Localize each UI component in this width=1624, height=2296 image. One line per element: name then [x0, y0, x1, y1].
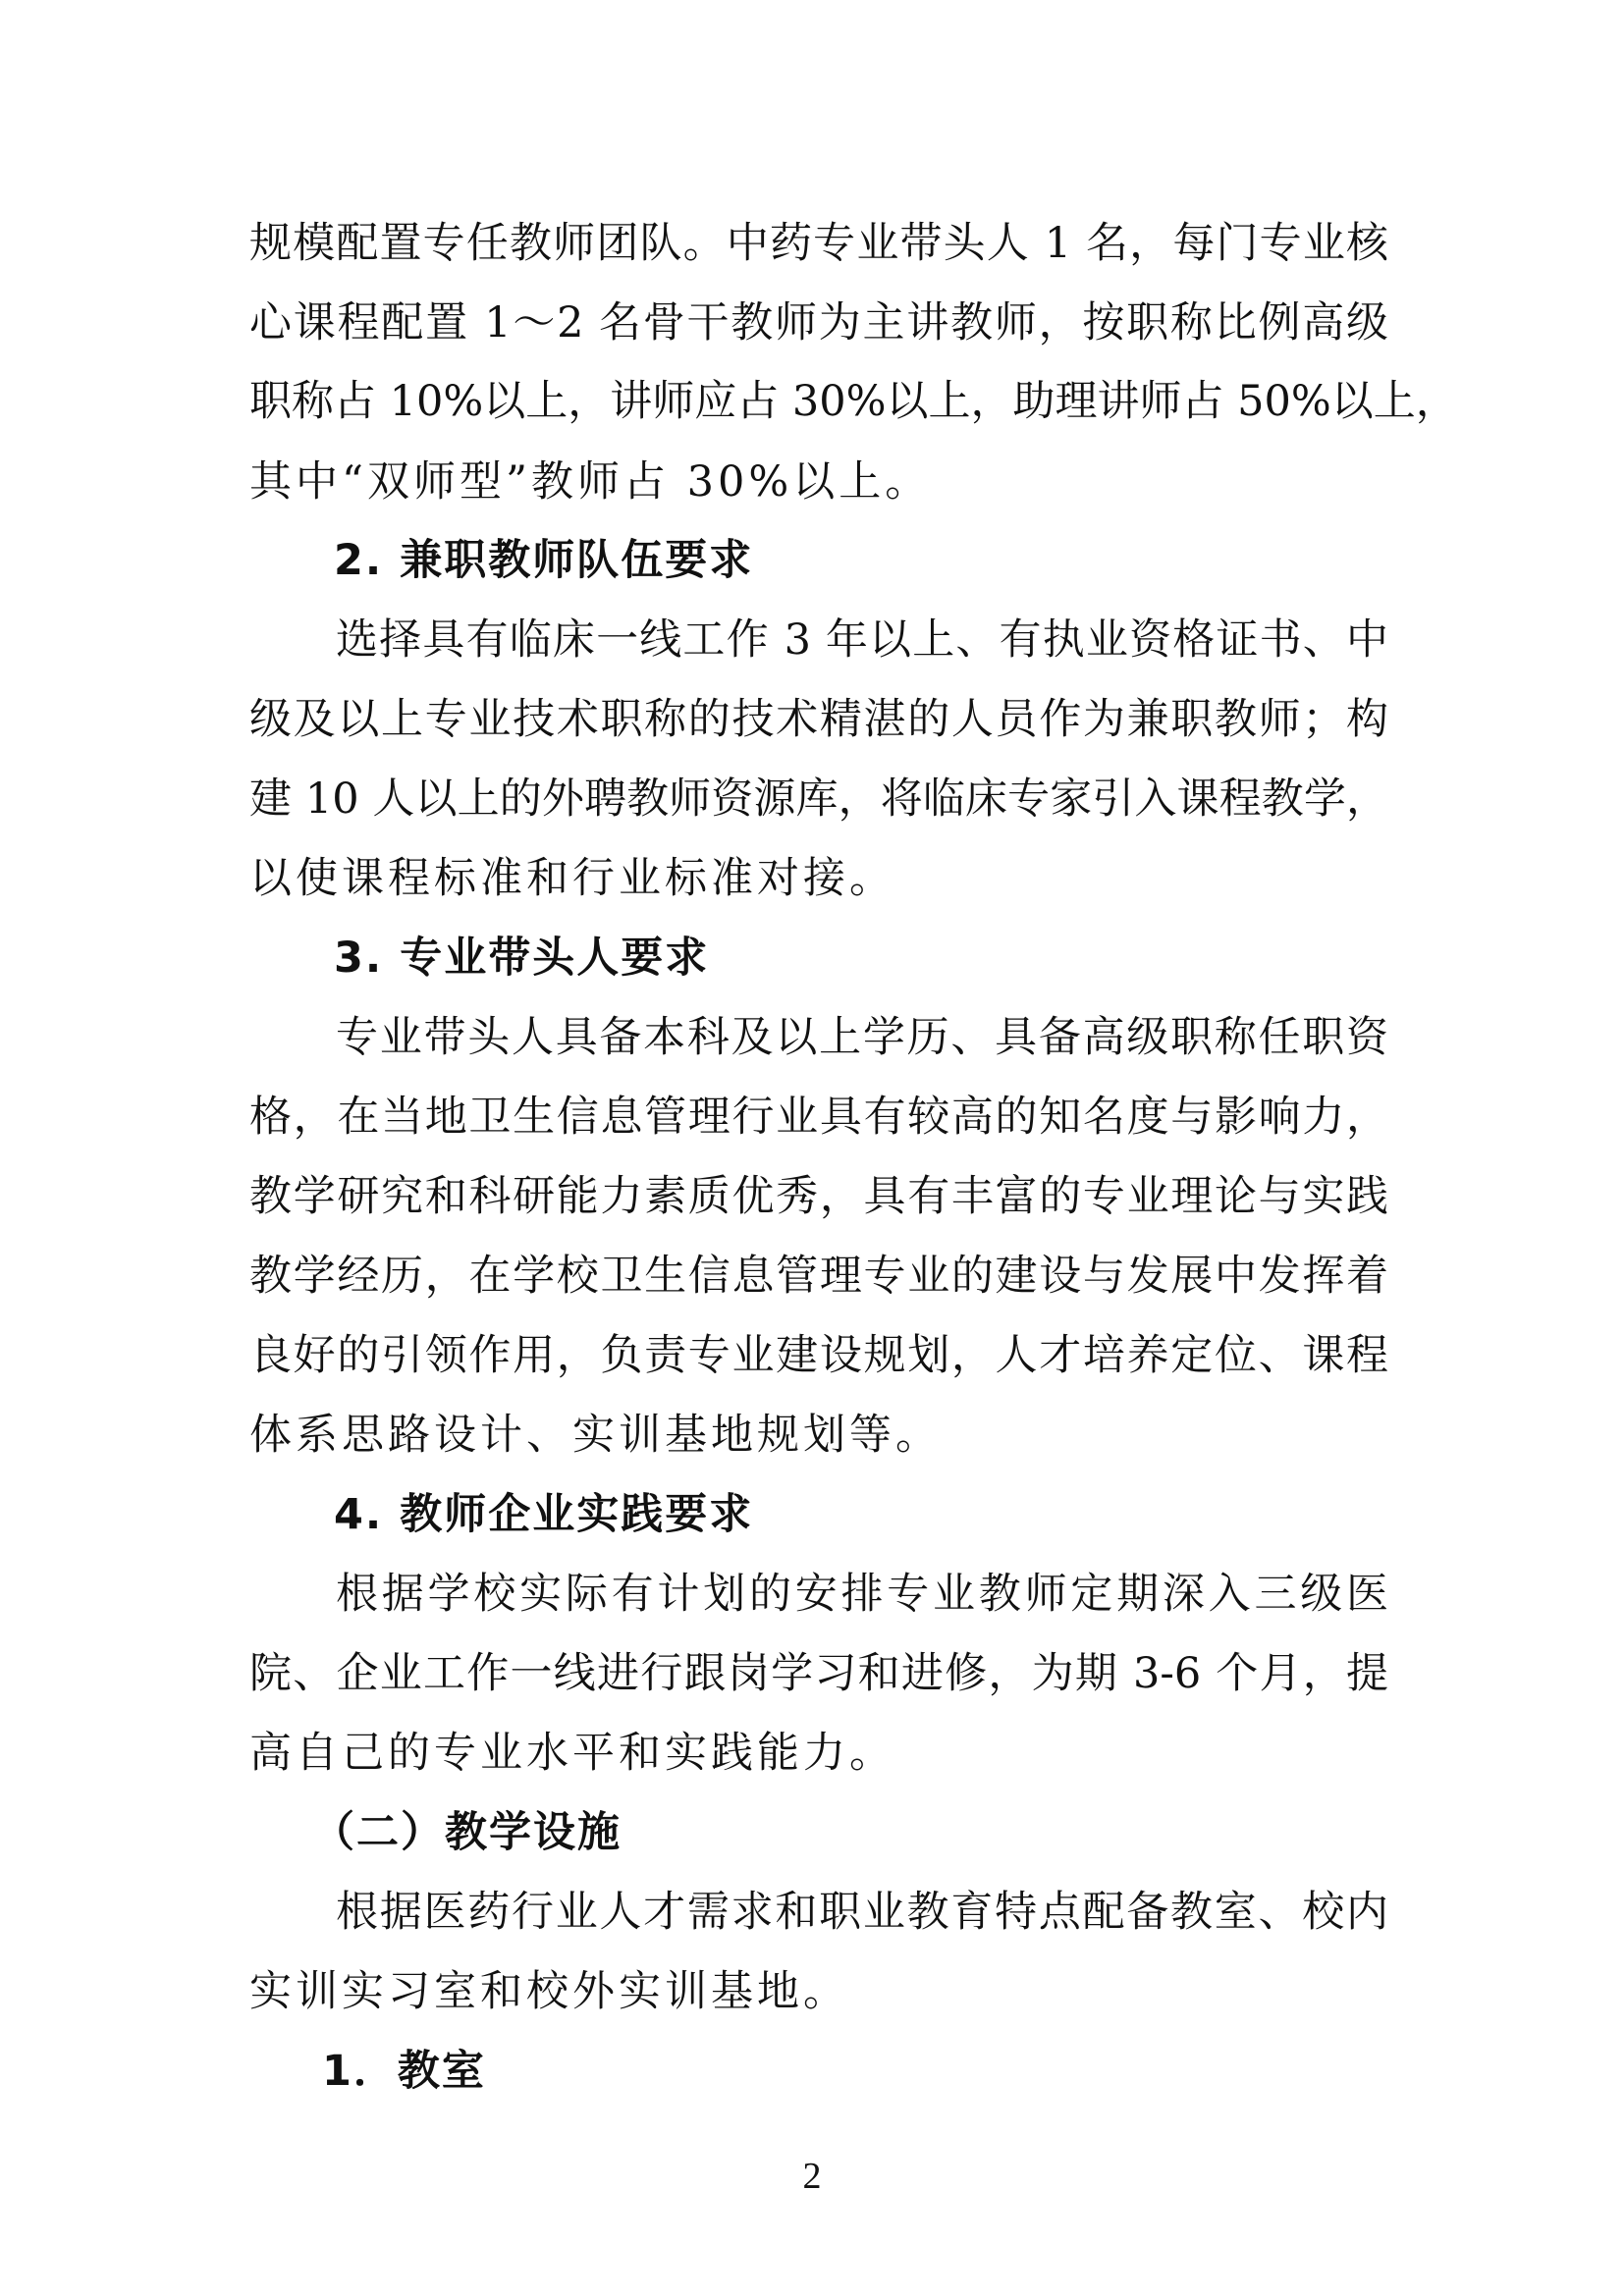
body-text-line: 良好的引领作用，负责专业建设规划，人才培养定位、课程 — [249, 1331, 1388, 1380]
section-heading: 1．教室 — [322, 2047, 486, 2096]
section-heading: （二）教学设施 — [312, 1808, 622, 1857]
body-text-line: 选择具有临床一线工作 3 年以上、有执业资格证书、中 — [336, 615, 1388, 665]
body-text-line: 心课程配置 1～2 名骨干教师为主讲教师，按职称比例高级 — [249, 298, 1388, 347]
body-text-line: 根据医药行业人才需求和职业教育特点配备教室、校内 — [336, 1888, 1388, 1937]
section-heading: 4. 教师企业实践要求 — [334, 1490, 754, 1539]
body-text-line: 以使课程标准和行业标准对接。 — [249, 854, 895, 903]
body-text-line: 其中“双师型”教师占 30%以上。 — [249, 457, 932, 507]
section-heading: 3. 专业带头人要求 — [334, 934, 710, 983]
body-text-line: 格，在当地卫生信息管理行业具有较高的知名度与影响力， — [249, 1093, 1388, 1142]
body-text-line: 专业带头人具备本科及以上学历、具备高级职称任职资 — [336, 1013, 1388, 1062]
section-heading: 2. 兼职教师队伍要求 — [334, 536, 754, 585]
body-text-line: 院、企业工作一线进行跟岗学习和进修，为期 3-6 个月，提 — [249, 1649, 1388, 1698]
body-text-line: 教学研究和科研能力素质优秀，具有丰富的专业理论与实践 — [249, 1172, 1388, 1221]
page-number: 2 — [802, 2156, 822, 2197]
body-text-line: 体系思路设计、实训基地规划等。 — [249, 1411, 942, 1460]
body-text-line: 教学经历，在学校卫生信息管理专业的建设与发展中发挥着 — [249, 1252, 1388, 1301]
body-text-line: 级及以上专业技术职称的技术精湛的人员作为兼职教师；构 — [249, 695, 1388, 744]
body-text-line: 规模配置专任教师团队。中药专业带头人 1 名，每门专业核 — [249, 219, 1388, 268]
body-text-line: 高自己的专业水平和实践能力。 — [249, 1729, 895, 1778]
body-text-line: 建 10 人以上的外聘教师资源库，将临床专家引入课程教学， — [249, 774, 1388, 824]
body-text-line: 根据学校实际有计划的安排专业教师定期深入三级医 — [336, 1570, 1388, 1619]
body-text-line: 实训实习室和校外实训基地。 — [249, 1967, 849, 2016]
body-text-line: 职称占 10%以上，讲师应占 30%以上，助理讲师占 50%以上， — [249, 377, 1458, 426]
